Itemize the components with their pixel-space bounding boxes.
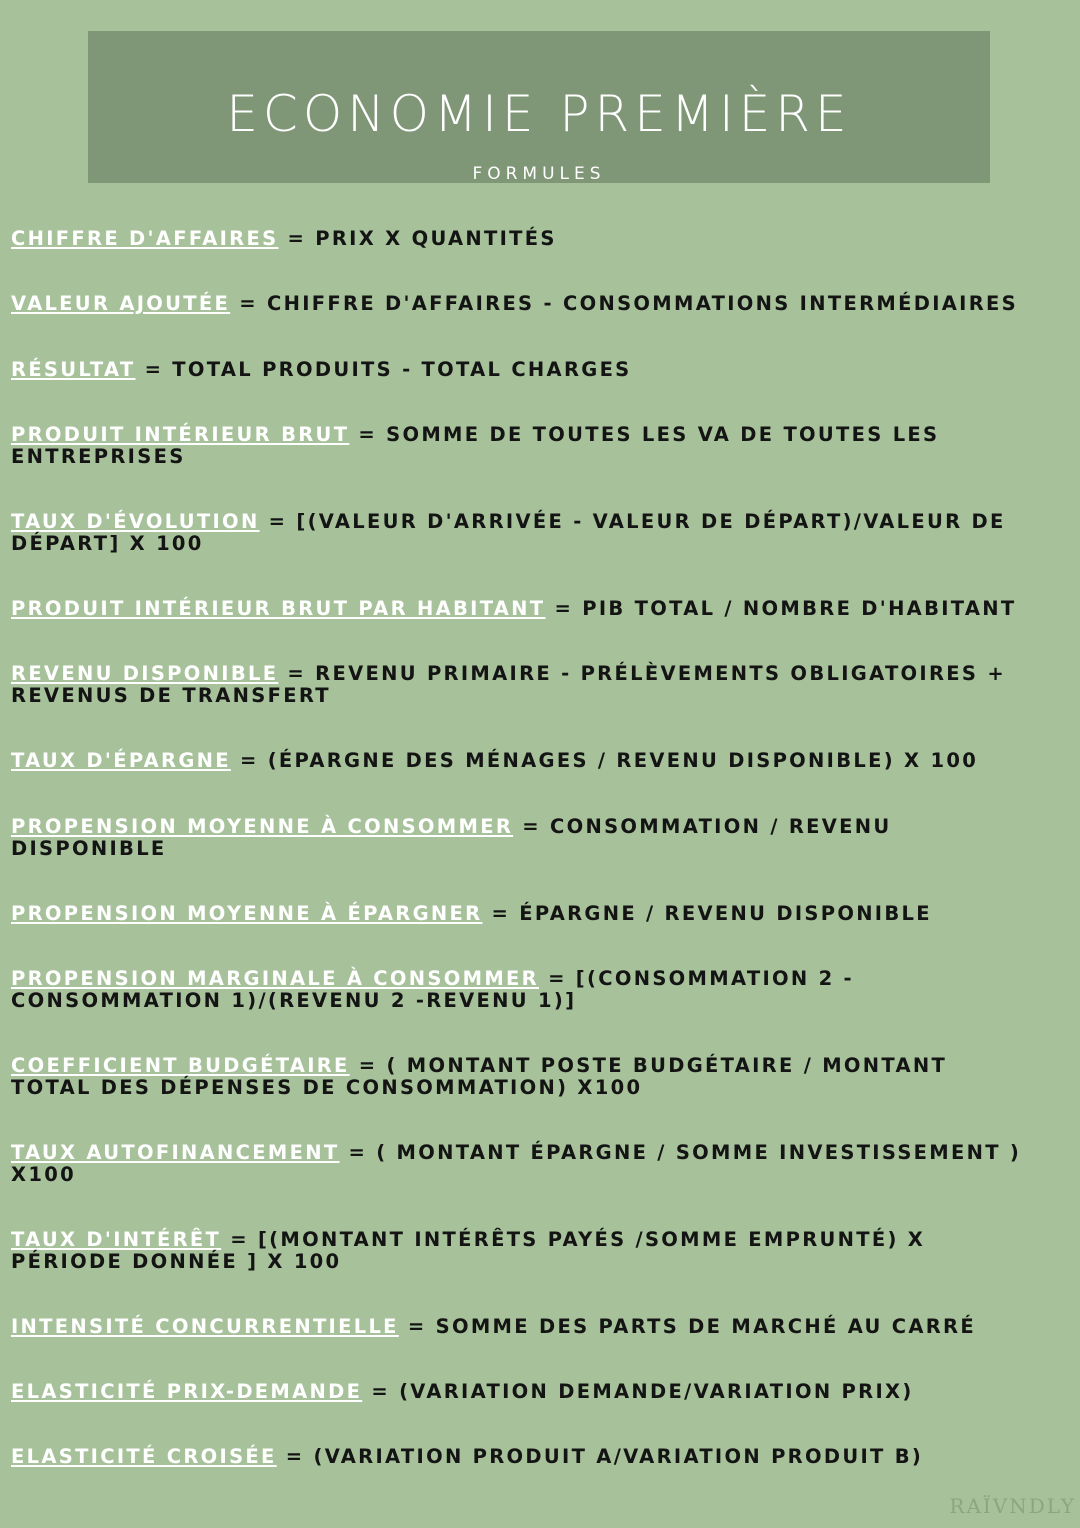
formula-term: REVENU DISPONIBLE [11, 662, 279, 685]
formula-term: RÉSULTAT [11, 358, 136, 381]
formula-definition-continued: REVENUS DE TRANSFERT [11, 684, 331, 707]
formula-definition-continued: DISPONIBLE [11, 837, 167, 860]
formula-definition: = SOMME DES PARTS DE MARCHÉ AU CARRÉ [398, 1315, 976, 1338]
formula-taux-evolution [11, 511, 1076, 555]
formula-definition: = PIB TOTAL / NOMBRE D'HABITANT [545, 597, 1017, 620]
formula-term: ELASTICITÉ CROISÉE [11, 1445, 277, 1468]
formula-definition: = (VARIATION DEMANDE/VARIATION PRIX) [362, 1380, 914, 1403]
formula-definition: = [(CONSOMMATION 2 - [538, 967, 854, 990]
formula-term: TAUX D'ÉVOLUTION [11, 510, 260, 533]
formula-revenu-disponible [11, 663, 1076, 707]
formula-chiffre-affaires [11, 228, 1076, 250]
header-banner [88, 31, 990, 183]
formula-elasticite-prix-demande [11, 1381, 1076, 1403]
formula-term: PROPENSION MARGINALE À CONSOMMER [11, 967, 539, 990]
formula-definition-continued: X100 [11, 1163, 76, 1186]
page-subtitle: FORMULES [472, 164, 606, 184]
formula-definition: = ( MONTANT ÉPARGNE / SOMME INVESTISSEMENT ) [339, 1141, 1022, 1164]
formula-term: PROPENSION MOYENNE À CONSOMMER [11, 815, 514, 838]
formula-term: TAUX D'ÉPARGNE [11, 749, 231, 772]
formula-propension-marginale-consommer [11, 968, 1076, 1012]
formula-term: CHIFFRE D'AFFAIRES [11, 227, 279, 250]
formula-term: COEFFICIENT BUDGÉTAIRE [11, 1054, 350, 1077]
formula-taux-interet [11, 1229, 1076, 1273]
formula-definition: = CHIFFRE D'AFFAIRES - CONSOMMATIONS INTERMÉDIAIRES [230, 292, 1018, 315]
formula-definition-continued: PÉRIODE DONNÉE ] X 100 [11, 1250, 342, 1273]
formula-definition-continued: DÉPART] X 100 [11, 532, 204, 555]
formula-term: VALEUR AJOUTÉE [11, 292, 231, 315]
formula-definition: = PRIX X QUANTITÉS [278, 227, 557, 250]
formula-term: PROPENSION MOYENNE À ÉPARGNER [11, 902, 483, 925]
formula-propension-moyenne-epargner [11, 903, 1076, 925]
formula-resultat [11, 359, 1076, 381]
formula-term: TAUX D'INTÉRÊT [11, 1228, 222, 1251]
formula-pib-par-habitant [11, 598, 1076, 620]
formula-definition: = ÉPARGNE / REVENU DISPONIBLE [482, 902, 932, 925]
formula-definition: = ( MONTANT POSTE BUDGÉTAIRE / MONTANT [349, 1054, 948, 1077]
formula-definition-continued: TOTAL DES DÉPENSES DE CONSOMMATION) X100 [11, 1076, 643, 1099]
formula-elasticite-croisee [11, 1446, 1076, 1468]
formula-coefficient-budgetaire [11, 1055, 1076, 1099]
formula-definition: = [(MONTANT INTÉRÊTS PAYÉS /SOMME EMPRUNTÉ) X [221, 1228, 926, 1251]
formula-definition: = SOMME DE TOUTES LES VA DE TOUTES LES [349, 423, 940, 446]
formula-term: TAUX AUTOFINANCEMENT [11, 1141, 340, 1164]
formula-definition: = [(VALEUR D'ARRIVÉE - VALEUR DE DÉPART)/VALEUR DE [259, 510, 1006, 533]
formula-definition-continued: ENTREPRISES [11, 445, 186, 468]
formula-term: PRODUIT INTÉRIEUR BRUT [11, 423, 350, 446]
formula-valeur-ajoutee [11, 293, 1076, 315]
formula-intensite-concurrentielle [11, 1316, 1076, 1338]
formula-definition: = TOTAL PRODUITS - TOTAL CHARGES [135, 358, 632, 381]
formula-definition: = (VARIATION PRODUIT A/VARIATION PRODUIT B) [276, 1445, 924, 1468]
formula-taux-epargne [11, 750, 1076, 772]
formula-definition: = CONSOMMATION / REVENU [513, 815, 892, 838]
formula-definition: = REVENU PRIMAIRE - PRÉLÈVEMENTS OBLIGATOIRES + [278, 662, 1006, 685]
formula-term: ELASTICITÉ PRIX-DEMANDE [11, 1380, 363, 1403]
formula-propension-moyenne-consommer [11, 816, 1076, 860]
formula-definition: = (ÉPARGNE DES MÉNAGES / REVENU DISPONIBLE) X 100 [230, 749, 979, 772]
formula-definition-continued: CONSOMMATION 1)/(REVENU 2 -REVENU 1)] [11, 989, 577, 1012]
formula-taux-autofinancement [11, 1142, 1076, 1186]
page-title: ECONOMIE PREMIÈRE [226, 85, 852, 143]
formula-term: PRODUIT INTÉRIEUR BRUT PAR HABITANT [11, 597, 546, 620]
formula-term: INTENSITÉ CONCURRENTIELLE [11, 1315, 399, 1338]
formula-pib [11, 424, 1076, 468]
watermark: RAÏVNDLY [949, 1494, 1076, 1518]
